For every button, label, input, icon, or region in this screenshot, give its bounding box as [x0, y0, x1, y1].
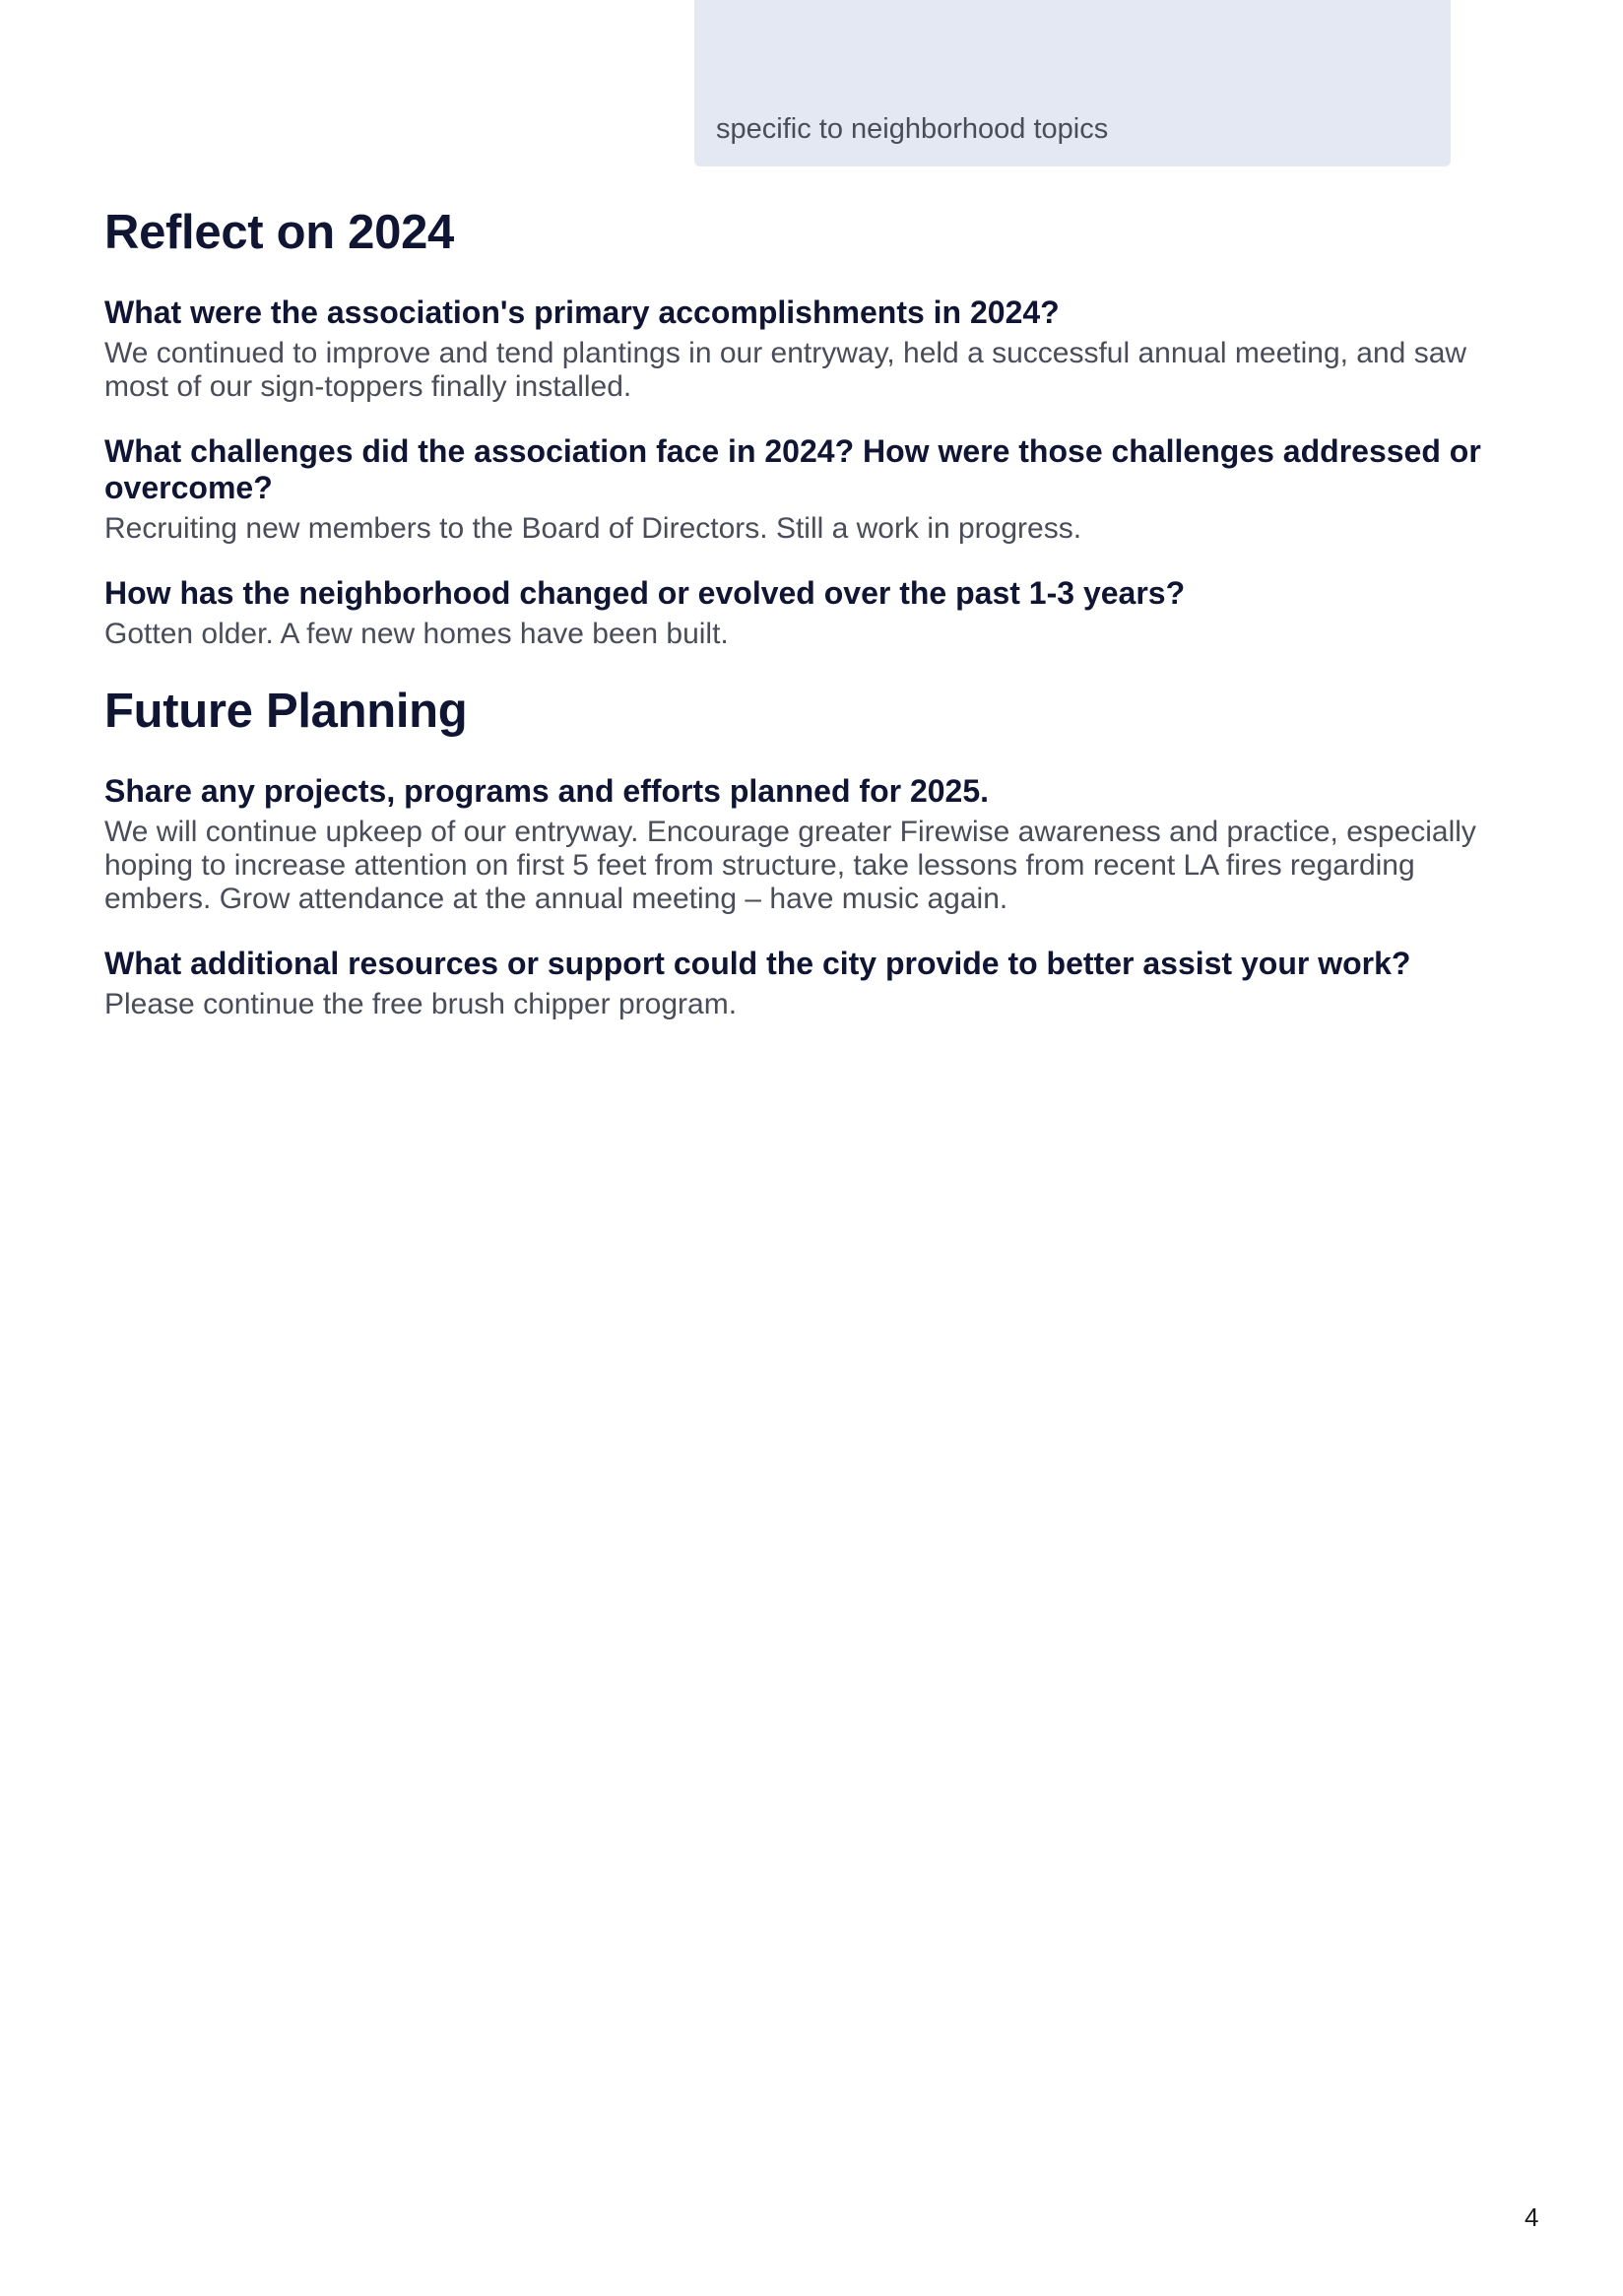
section-heading: Reflect on 2024 [104, 206, 454, 259]
question: How has the neighborhood changed or evolved over the past 1-3 years? [104, 575, 1186, 611]
question: What additional resources or support could the city provide to better assist your work? [104, 946, 1411, 981]
previous-answer-box [694, 0, 1451, 166]
page-number: 4 [1525, 2202, 1539, 2232]
answer: We continued to improve and tend plantings in our entryway, held a successful annual meeting, and saw most of our sign-toppers finally installed. [104, 337, 1467, 403]
qa-item-planned-projects [104, 773, 1523, 916]
section-reflect-2024 [104, 202, 1523, 651]
qa-item-accomplishments [104, 295, 1523, 404]
previous-answer-text: specific to neighborhood topics [716, 113, 1109, 145]
section-future-planning [104, 681, 1523, 1021]
question: Share any projects, programs and efforts planned for 2025. [104, 773, 990, 809]
answer: We will continue upkeep of our entryway. Encourage greater Firewise awareness and practice, especially hoping to increase attention on first 5 feet from structure, take lessons from recent LA fires regarding embers. Grow attendance at the annual meeting – have music again. [104, 816, 1476, 915]
qa-item-city-support [104, 946, 1523, 1021]
answer: Gotten older. A few new homes have been built. [104, 618, 729, 650]
section-heading: Future Planning [104, 685, 468, 738]
answer: Recruiting new members to the Board of Directors. Still a work in progress. [104, 512, 1082, 545]
page-content [104, 202, 1523, 1051]
qa-item-challenges [104, 433, 1523, 546]
question: What challenges did the association face in 2024? How were those challenges addressed or overcome? [104, 433, 1481, 505]
question: What were the association's primary accomplishments in 2024? [104, 295, 1060, 330]
qa-item-neighborhood-change [104, 575, 1523, 651]
answer: Please continue the free brush chipper program. [104, 988, 738, 1020]
